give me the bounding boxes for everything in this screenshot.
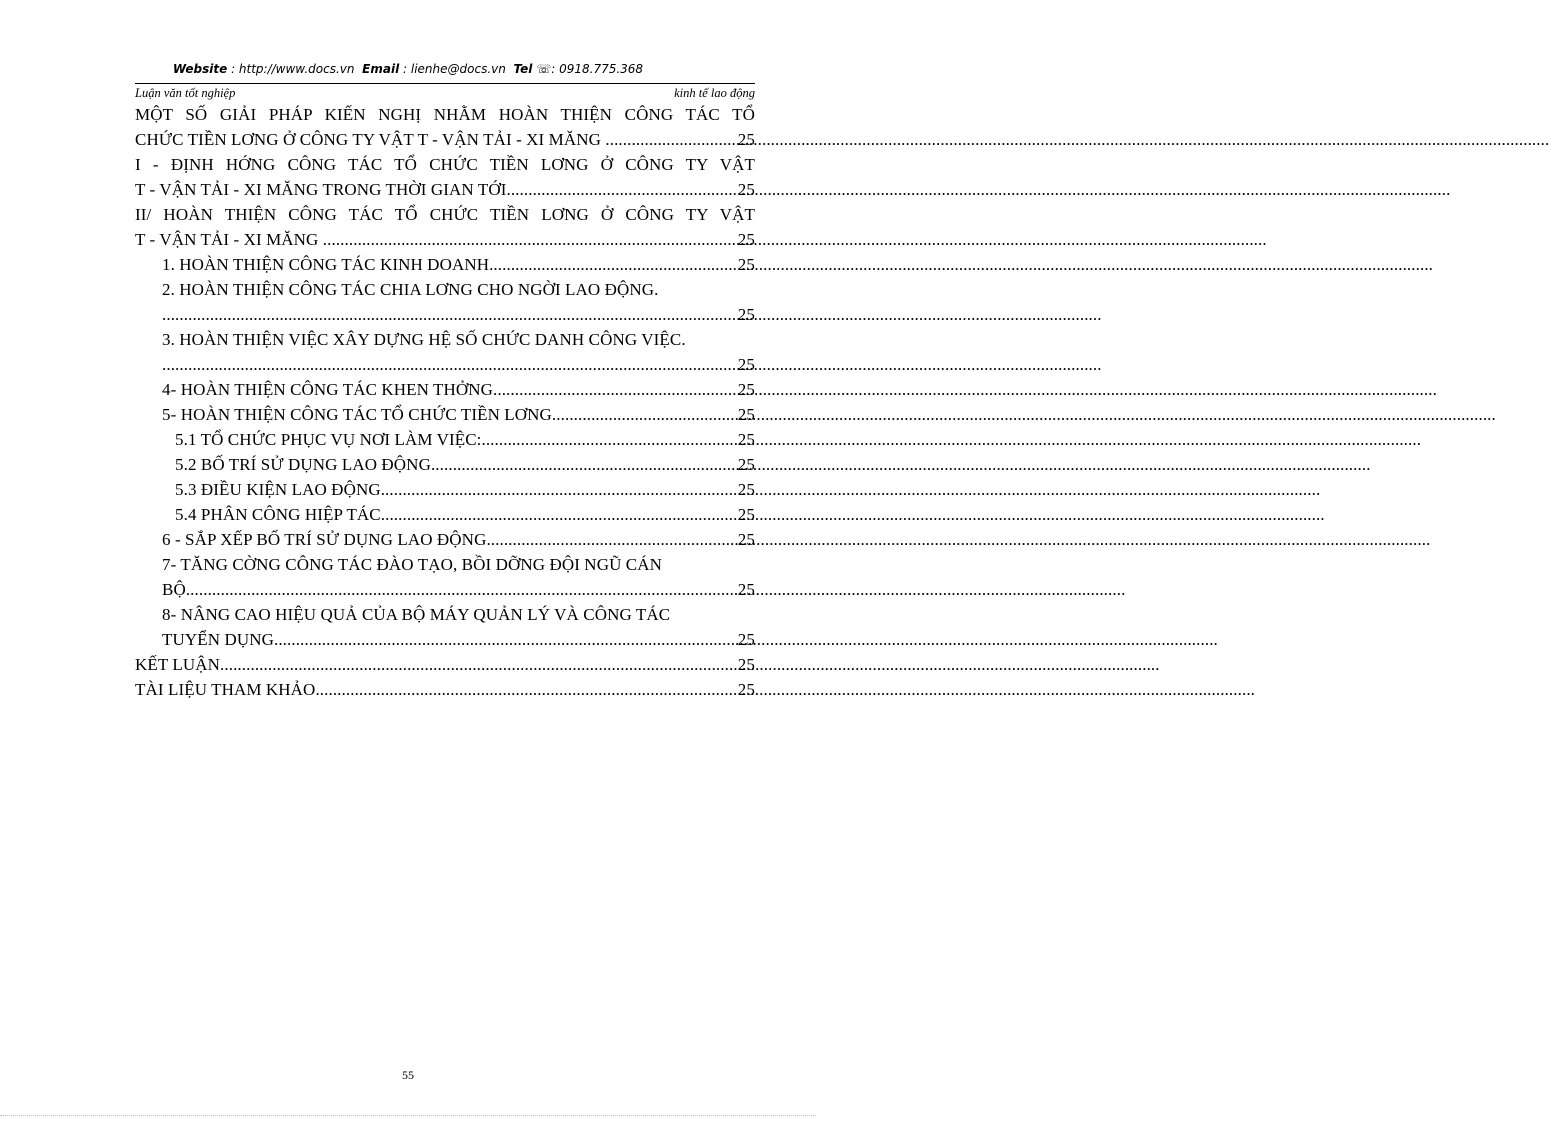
toc-entry-title-cont: CHỨC TIỀN LƠNG Ở CÔNG TY VẬT T - VẬN TẢI - XI MĂNG . bbox=[135, 130, 610, 149]
toc-entry[interactable] bbox=[135, 552, 755, 602]
page-number: 55 bbox=[402, 1068, 414, 1082]
toc-entry[interactable] bbox=[135, 527, 755, 552]
toc-leader-dots bbox=[497, 377, 737, 402]
toc-leader-dots bbox=[556, 402, 738, 427]
toc-entry[interactable] bbox=[135, 602, 755, 652]
toc-entry[interactable] bbox=[135, 652, 755, 677]
toc-page-number: 25 bbox=[737, 655, 755, 674]
table-of-contents bbox=[135, 102, 755, 702]
toc-page-number: 25 bbox=[737, 530, 755, 549]
toc-entry-title: II/ HOÀN THIỆN CÔNG TÁC TỔ CHỨC TIỀN LƠNG Ở CÔNG TY VẬT bbox=[135, 205, 755, 224]
email-label: Email bbox=[362, 62, 400, 76]
toc-entry-title-cont: 6 - SẮP XẾP BỐ TRÍ SỬ DỤNG LAO ĐỘNG. bbox=[162, 530, 491, 549]
toc-entry[interactable] bbox=[135, 477, 755, 502]
toc-entry-title: I - ĐỊNH HỚNG CÔNG TÁC TỔ CHỨC TIỀN LƠNG Ở CÔNG TY VẬT bbox=[135, 155, 755, 174]
toc-page-number: 25 bbox=[737, 255, 755, 274]
toc-entry[interactable] bbox=[135, 502, 755, 527]
toc-page-number: 25 bbox=[737, 630, 755, 649]
toc-entry[interactable] bbox=[135, 277, 755, 327]
toc-page-number: 25 bbox=[737, 680, 755, 699]
toc-entry-title-cont: TÀI LIỆU THAM KHẢO bbox=[135, 680, 316, 699]
toc-entry-title-cont: 5- HOÀN THIỆN CÔNG TÁC TỔ CHỨC TIỀN LƠNG. bbox=[162, 405, 557, 424]
toc-page-number: 25 bbox=[737, 130, 755, 149]
toc-entry[interactable] bbox=[135, 377, 755, 402]
tel-value: : 0918.775.368 bbox=[551, 62, 644, 76]
toc-page-number: 25 bbox=[737, 480, 755, 499]
toc-entry-title-cont: 5.2 BỐ TRÍ SỬ DỤNG LAO ĐỘNG bbox=[175, 455, 431, 474]
toc-entry[interactable] bbox=[135, 402, 755, 427]
toc-entry-title-cont: KẾT LUẬN bbox=[135, 655, 221, 674]
website-label: Website bbox=[172, 62, 228, 76]
toc-entry-title: 2. HOÀN THIỆN CÔNG TÁC CHIA LƠNG CHO NGỜI LAO ĐỘNG. bbox=[162, 280, 659, 299]
toc-leader-dots bbox=[481, 427, 737, 452]
toc-entry-title-cont: 5.4 PHÂN CÔNG HIỆP TÁC. bbox=[175, 505, 386, 524]
toc-page-number: 25 bbox=[737, 230, 755, 249]
running-header-left: Luận văn tốt nghiệp bbox=[135, 86, 236, 100]
toc-entry[interactable] bbox=[135, 202, 755, 252]
toc-leader-dots bbox=[162, 352, 738, 377]
toc-leader-dots bbox=[385, 502, 738, 527]
toc-entry[interactable] bbox=[135, 102, 755, 152]
toc-entry[interactable] bbox=[135, 427, 755, 452]
website-value[interactable]: : http://www.docs.vn bbox=[231, 62, 355, 76]
footer-rule bbox=[0, 1115, 816, 1116]
toc-leader-dots bbox=[491, 527, 738, 552]
toc-entry-title-cont: TUYỂN DỤNG. bbox=[162, 630, 279, 649]
toc-leader-dots bbox=[381, 477, 738, 502]
toc-leader-dots bbox=[610, 127, 738, 152]
toc-leader-dots bbox=[278, 627, 737, 652]
toc-page-number: 25 bbox=[737, 380, 755, 399]
toc-leader-dots bbox=[493, 252, 737, 277]
toc-page-number: 25 bbox=[737, 430, 755, 449]
toc-leader-dots bbox=[315, 677, 737, 702]
toc-entry-title: MỘT SỐ GIẢI PHÁP KIẾN NGHỊ NHẰM HOÀN THIỆN CÔNG TÁC TỔ bbox=[135, 105, 755, 124]
toc-page-number: 25 bbox=[737, 505, 755, 524]
site-header bbox=[0, 62, 816, 76]
toc-entry-title-cont: 5.1 TỔ CHỨC PHỤC VỤ NƠI LÀM VIỆC: bbox=[175, 430, 482, 449]
toc-page-number: 25 bbox=[737, 355, 755, 374]
toc-entry-title-cont: BỘ bbox=[162, 580, 186, 599]
toc-page-number: 25 bbox=[737, 455, 755, 474]
toc-entry-title: 8- NÂNG CAO HIỆU QUẢ CỦA BỘ MÁY QUẢN LÝ VÀ CÔNG TÁC bbox=[162, 605, 671, 624]
toc-entry-title: 7- TĂNG CỜNG CÔNG TÁC ĐÀO TẠO, BỒI DỠNG ĐỘI NGŨ CÁN bbox=[162, 555, 662, 574]
toc-leader-dots bbox=[431, 452, 738, 477]
header-rule bbox=[135, 83, 755, 84]
tel-label: Tel bbox=[513, 62, 533, 76]
running-header-right: kinh tế lao động bbox=[674, 86, 755, 100]
toc-entry-title: 3. HOÀN THIỆN VIỆC XÂY DỰNG HỆ SỐ CHỨC DANH CÔNG VIỆC. bbox=[162, 330, 686, 349]
toc-entry[interactable] bbox=[135, 152, 755, 202]
toc-page-number: 25 bbox=[737, 305, 755, 324]
toc-leader-dots bbox=[162, 302, 738, 327]
toc-page-number: 25 bbox=[737, 180, 755, 199]
toc-page-number: 25 bbox=[737, 580, 755, 599]
toc-leader-dots bbox=[186, 577, 738, 602]
toc-entry-title-cont: 5.3 ĐIỀU KIỆN LAO ĐỘNG bbox=[175, 480, 381, 499]
toc-leader-dots bbox=[511, 177, 738, 202]
toc-entry[interactable] bbox=[135, 252, 755, 277]
toc-entry-title-cont: 1. HOÀN THIỆN CÔNG TÁC KINH DOANH. bbox=[162, 255, 494, 274]
telephone-icon: ☏ bbox=[536, 62, 552, 76]
toc-entry-title-cont: T - VẬN TẢI - XI MĂNG . bbox=[135, 230, 328, 249]
toc-entry[interactable] bbox=[135, 327, 755, 377]
toc-entry[interactable] bbox=[135, 452, 755, 477]
toc-page-number: 25 bbox=[737, 405, 755, 424]
toc-entry-title-cont: T - VẬN TẢI - XI MĂNG TRONG THỜI GIAN TỚI. bbox=[135, 180, 511, 199]
toc-leader-dots bbox=[327, 227, 738, 252]
toc-entry[interactable] bbox=[135, 677, 755, 702]
email-value[interactable]: : lienhe@docs.vn bbox=[403, 62, 506, 76]
toc-leader-dots bbox=[220, 652, 738, 677]
toc-entry-title-cont: 4- HOÀN THIỆN CÔNG TÁC KHEN THỞNG. bbox=[162, 380, 498, 399]
